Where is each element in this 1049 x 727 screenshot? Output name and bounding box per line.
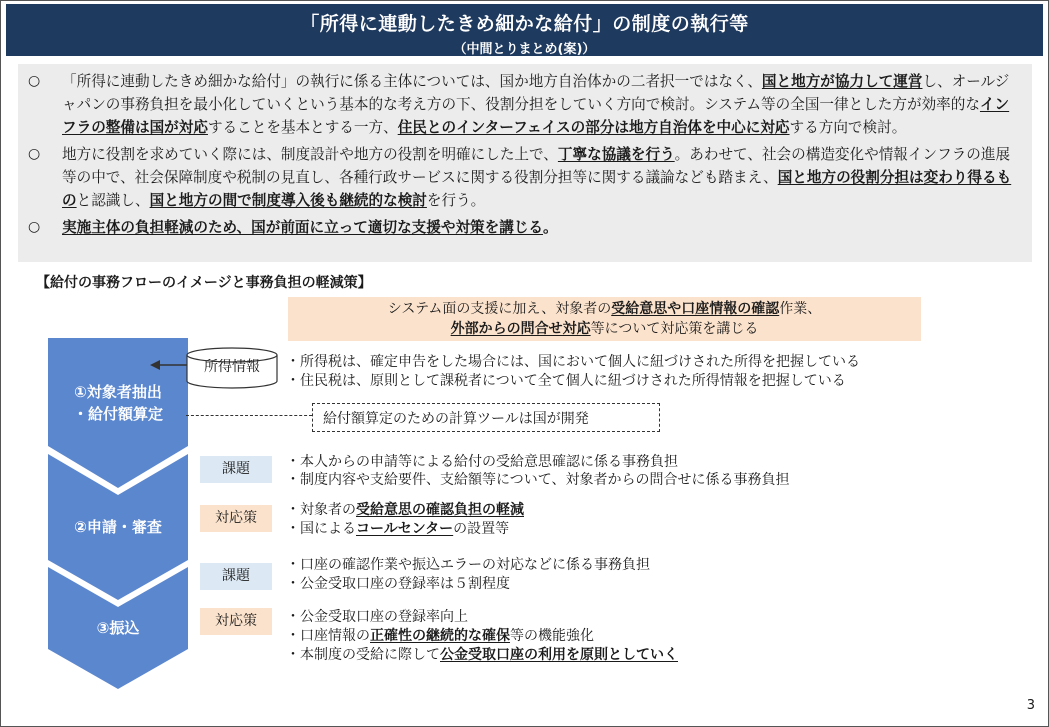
support-box xyxy=(288,297,921,341)
measure-line xyxy=(286,501,524,520)
summary-box xyxy=(18,64,1032,262)
flow-heading: 【給付の事務フローのイメージと事務負担の軽減策】 xyxy=(36,275,372,291)
text-segment: を行う。 xyxy=(426,192,486,209)
calc-tool-box: 給付額算定のための計算ツールは国が開発 xyxy=(312,403,660,432)
text-segment: システム面の支援に加え、対象者の xyxy=(387,301,612,317)
title-bar xyxy=(6,4,1043,56)
measure-line xyxy=(286,608,468,627)
emphasis-text: コールセンター xyxy=(356,521,454,537)
dashed-connector xyxy=(186,415,312,416)
paragraph-text xyxy=(62,143,1022,212)
text-segment: 等の機能強化 xyxy=(510,628,594,644)
paragraph-text xyxy=(62,70,1022,139)
text-segment: 作業、 xyxy=(779,301,822,317)
stage-1-line: ・給付額算定 xyxy=(72,405,163,423)
emphasis-text: 住民とのインターフェイスの部分は地方自治体を中心に対応 xyxy=(397,119,790,136)
circle-bullet-icon: ○ xyxy=(28,73,41,89)
measure-tag: 対応策 xyxy=(200,608,272,635)
emphasis-text: 公金受取口座の利用を原則としていく xyxy=(440,647,678,663)
issue-line: ・制度内容や支給要件、支給額等について、対象者からの問合せに係る事務負担 xyxy=(286,472,790,488)
emphasis-text: 正確性の継続的な確保 xyxy=(370,628,510,644)
text-segment: 。あわせて、社会の構造変化や情報インフラの進展等の中で、社会保障制度や税制の見直し、各種行政サービスに関する役割分担等に関する議論なども踏まえ、 xyxy=(62,146,1011,186)
support-line xyxy=(288,319,921,339)
summary-paragraph xyxy=(28,143,1022,212)
emphasis-text: 外部からの問合せ対応 xyxy=(450,321,591,337)
summary-paragraph xyxy=(28,70,1022,139)
text-segment: ・公金受取口座の登録率向上 xyxy=(286,609,468,625)
emphasis-text: 受給意思の確認負担の軽減 xyxy=(356,502,524,518)
text-segment: 等について対応策を講じる xyxy=(590,321,759,337)
issue-line: ・口座の確認作業や振込エラーの対応などに係る事務負担 xyxy=(286,557,650,573)
measure-tag: 対応策 xyxy=(200,505,272,532)
text-segment: ・口座情報の xyxy=(286,628,370,644)
stage-2-label: ②申請・審査 xyxy=(74,518,162,536)
emphasis-text: インフラの整備は国が対応 xyxy=(62,96,1010,136)
arrow-left-icon xyxy=(150,358,190,372)
page-number: 3 xyxy=(1026,698,1035,713)
issue-line: ・本人からの申請等による給付の受給意思確認に係る事務負担 xyxy=(286,454,678,470)
text-segment: 。 xyxy=(543,219,558,236)
database-label: 所得情報 xyxy=(204,359,260,375)
measure-line xyxy=(286,646,678,665)
text-segment: ・本制度の受給に際して xyxy=(286,647,440,663)
note-line: ・住民税は、原則として課税者について全て個人に紐づけされた所得情報を把握している xyxy=(286,373,846,389)
text-segment: する方向で検討。 xyxy=(789,119,907,136)
stage-1-line: ①対象者抽出 xyxy=(74,383,162,401)
emphasis-text: 国と地方の間で制度導入後も継続的な検討 xyxy=(149,192,427,209)
issue-line: ・公金受取口座の登録率は５割程度 xyxy=(286,576,510,592)
page-subtitle: （中間とりまとめ(案)） xyxy=(453,42,596,57)
emphasis-text: 国と地方の役割分担は変わり得るもの xyxy=(62,169,1012,209)
emphasis-text: 国と地方が協力して運営 xyxy=(761,73,923,90)
measure-line xyxy=(286,627,594,646)
measure-line xyxy=(286,520,509,539)
summary-paragraph xyxy=(28,216,1022,239)
text-segment: の設置等 xyxy=(453,521,510,537)
text-segment: ・国による xyxy=(286,521,356,537)
text-segment: 地方に役割を求めていく際には、制度設計や地方の役割を明確にした上で、 xyxy=(62,146,558,163)
text-segment: と認識し、 xyxy=(76,192,150,209)
support-line xyxy=(288,299,921,319)
note-line: ・所得税は、確定申告をした場合には、国において個人に紐づけされた所得を把握している xyxy=(286,354,860,370)
emphasis-text: 受給意思や口座情報の確認 xyxy=(611,301,780,317)
circle-bullet-icon: ○ xyxy=(28,146,41,162)
page-title: 「所得に連動したきめ細かな給付」の制度の執行等 xyxy=(300,13,749,35)
issue-tag: 課題 xyxy=(200,563,272,590)
issue-tag: 課題 xyxy=(200,456,272,483)
text-segment: ・対象者の xyxy=(286,502,356,518)
text-segment: することを基本とする一方、 xyxy=(207,119,398,136)
paragraph-text xyxy=(62,216,1022,239)
emphasis-text: 丁寧な協議を行う xyxy=(557,146,675,163)
stage-3-label: ③振込 xyxy=(96,619,140,637)
text-segment: し、オールジャパンの事務負担を最小化していくという基本的な考え方の下、役割分担をしていく方向で検討。システム等の全国一律とした方が効率的な xyxy=(62,73,1010,113)
emphasis-text: 実施主体の負担軽減のため、国が前面に立って適切な支援や対策を講じる xyxy=(62,219,544,236)
stage-1-label xyxy=(48,381,188,425)
circle-bullet-icon: ○ xyxy=(28,219,41,235)
text-segment: 「所得に連動したきめ細かな給付」の執行に係る主体については、国か地方自治体かの二者択一ではなく、 xyxy=(62,73,762,90)
